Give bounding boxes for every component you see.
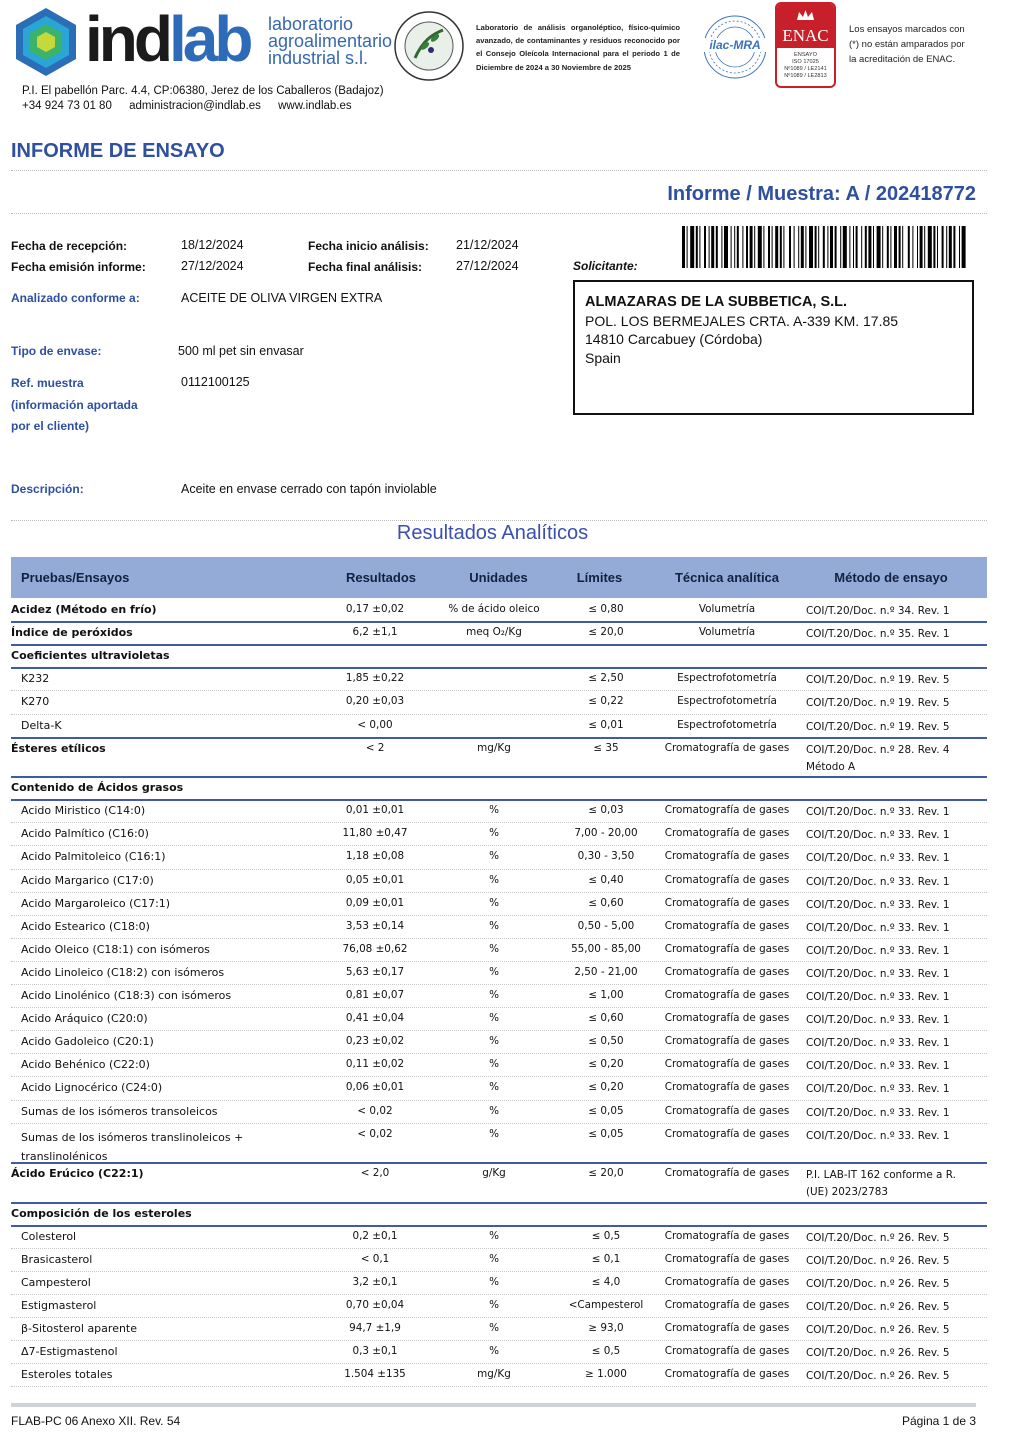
envase-value: 500 ml pet sin envasar [178,344,304,358]
fecha-emision-label: Fecha emisión informe: [11,260,146,274]
enac-small-line: ENSAYO [794,52,817,58]
enac-logo-icon [775,2,836,88]
cell-met: COI/T.20/Doc. n.º 26. Rev. 5 [806,1231,950,1244]
cell-lim: ≤ 0,1 [591,1252,621,1265]
cell-tec: Volumetría [698,626,756,639]
cell-lim: 0,50 - 5,00 [577,919,635,932]
cell-met: COI/T.20/Doc. n.º 33. Rev. 1 [806,1106,950,1119]
cell-tec: Espectrofotometría [677,695,777,708]
cell-lim: ≥ 1.000 [585,1368,627,1381]
cell-unit: % [489,1299,499,1311]
cell-res: 0,11 ±0,02 [345,1058,405,1071]
envase-label: Tipo de envase: [11,344,102,358]
fecha-inicio-label: Fecha inicio análisis: [308,239,429,253]
cell-lim: ≤ 4,0 [591,1275,621,1288]
cell-met: COI/T.20/Doc. n.º 33. Rev. 1 [806,991,950,1003]
cell-met: COI/T.20/Doc. n.º 34. Rev. 1 [806,605,950,617]
cell-name: Colesterol [21,1229,77,1243]
cell-met: COI/T.20/Doc. n.º 33. Rev. 1 [806,898,950,911]
cell-met: COI/T.20/Doc. n.º 33. Rev. 1 [806,829,950,842]
cell-name: Composición de los esteroles [11,1206,192,1220]
cell-lim: ≤ 0,60 [588,1012,624,1025]
enac-note: Los ensayos marcados con (*) no están amparados por la acreditación de ENAC. [849,24,965,65]
cell-met: COI/T.20/Doc. n.º 33. Rev. 1 [806,1083,950,1096]
cell-met: COI/T.20/Doc. n.º 19. Rev. 5 [806,720,950,733]
company-contact [22,100,352,112]
cell-res: 94,7 ±1,9 [349,1322,401,1335]
cell-res: 1.504 ±135 [344,1368,406,1381]
cell-tec: Cromatografía de gases [664,873,790,886]
cell-name: Acido Palmítico (C16:0) [21,827,149,841]
cell-lim: ≤ 0,50 [588,1035,624,1048]
cell-lim: ≤ 0,03 [588,804,624,817]
row-separator [11,1386,987,1387]
cell-res: 3,2 ±0,1 [352,1275,398,1288]
cell-unit: % [489,965,499,978]
row-separator [11,1248,987,1249]
cell-name: Acido Estearico (C18:0) [21,919,150,933]
cell-tec: Espectrofotometría [677,718,777,731]
enac-label: ENAC [782,26,829,45]
cell-tec: Cromatografía de gases [664,1127,790,1140]
row-separator [11,1076,987,1077]
divider [11,170,987,171]
descripcion-value: Aceite en envase cerrado con tapón inviolable [181,482,437,496]
row-separator [11,737,987,739]
cell-name: Acido Linoleico (C18:2) con isómeros [21,965,225,979]
cell-res: < 2,0 [360,1167,390,1180]
brand-lab: lab [168,3,250,75]
cell-tec: Cromatografía de gases [664,1058,790,1071]
brand-ind: ind [85,3,169,75]
cell-unit: % [489,1322,499,1335]
row-separator [11,1363,987,1364]
cell-tec: Cromatografía de gases [664,1081,790,1094]
cell-tec: Cromatografía de gases [664,1035,790,1048]
brand-sub-line: agroalimentario [268,31,393,51]
cell-lim: ≤ 0,20 [588,1058,624,1071]
cell-unit: % [489,942,499,955]
cell-res: 0,41 ±0,04 [345,1012,405,1025]
cell-lim: ≤ 0,5 [591,1345,621,1358]
cell-res: 0,2 ±0,1 [352,1229,398,1242]
cell-name: Acidez (Método en frío) [11,603,157,616]
cell-lim: ≤ 0,40 [588,873,624,886]
cell-unit: % [489,1058,499,1071]
cell-res: < 0,02 [357,1104,393,1117]
cell-tec: Cromatografía de gases [664,965,790,978]
brand-sub-line: laboratorio [268,14,354,34]
cell-name: Delta-K [21,718,62,732]
cell-name: Ácido Erúcico (C22:1) [11,1167,144,1181]
row-separator [11,984,987,985]
cell-res: < 0,00 [357,718,393,731]
web-link[interactable]: www.indlab.es [278,100,352,112]
cell-lim: 7,00 - 20,00 [574,827,638,840]
col-header-unidades: Unidades [469,570,528,585]
cell-res: 0,23 ±0,02 [345,1035,405,1048]
row-separator [11,1162,987,1164]
cell-res: 6,2 ±1,1 [352,626,398,639]
cell-unit: % [489,1275,499,1288]
row-separator [11,1202,987,1204]
enac-small-line: Nº1089 / LE2141 [784,66,827,72]
cell-tec: Volumetría [698,603,756,615]
cell-lim: 2,50 - 21,00 [574,965,638,978]
cell-name: Acido Behénico (C22:0) [21,1058,150,1072]
company-address: P.I. El pabellón Parc. 4.4, CP:06380, Jerez de los Caballeros (Badajoz) [22,85,384,97]
cell-met: COI/T.20/Doc. n.º 33. Rev. 1 [806,967,950,980]
cell-lim: ≤ 0,80 [588,603,624,615]
phone: +34 924 73 01 80 [22,100,112,112]
cell-res: < 0,02 [357,1127,393,1140]
cell-unit: % [489,989,499,1001]
cell-unit: % [489,1127,499,1140]
cell-met: COI/T.20/Doc. n.º 26. Rev. 5 [806,1254,950,1267]
row-separator [11,845,987,846]
row-separator [11,667,987,669]
cell-res: < 0,1 [360,1252,390,1265]
row-separator [11,1007,987,1008]
barcode-icon [682,226,970,268]
cell-name: Ésteres etílicos [11,741,106,755]
cell-res: 0,09 ±0,01 [345,896,405,909]
cell-unit: meq O₂/Kg [466,626,522,639]
cell-tec: Cromatografía de gases [664,1275,790,1288]
cell-res: 0,70 ±0,04 [345,1299,405,1311]
lab-recognition-text: Laboratorio de análisis organoléptico, físico-químico avanzado, de contaminantes y residuos reconocido por el Consejo Oleícola Internacional para el periodo 1 de Diciembre de 2024 a 30 Noviembre de 2025 [476,23,680,72]
cell-met: COI/T.20/Doc. n.º 19. Rev. 5 [806,674,950,687]
col-header-limites: Límites [576,570,623,585]
row-separator [11,714,987,715]
ref-muestra-label [11,373,138,438]
cell-met: COI/T.20/Doc. n.º 33. Rev. 1 [806,806,950,819]
cell-name: Acido Palmitoleico (C16:1) [21,850,166,864]
cell-unit: % [489,873,499,886]
row-separator [11,961,987,962]
cell-res: 1,85 ±0,22 [345,672,405,685]
cell-met: COI/T.20/Doc. n.º 26. Rev. 5 [806,1370,950,1383]
fecha-inicio-value: 21/12/2024 [456,238,519,252]
cell-met: COI/T.20/Doc. n.º 26. Rev. 5 [806,1301,950,1313]
row-separator [11,776,987,778]
descripcion-label: Descripción: [11,482,84,496]
row-separator [11,1271,987,1272]
cell-name: Sumas de los isómeros translinoleicos + translinolénicos [21,1130,244,1163]
cell-tec: Cromatografía de gases [664,1299,790,1311]
page-title: INFORME DE ENSAYO [11,140,225,162]
col-header-metodo: Método de ensayo [834,570,948,585]
cell-met: COI/T.20/Doc. n.º 19. Rev. 5 [806,697,950,710]
row-separator [11,1294,987,1295]
brand-wordmark [85,4,249,74]
client-address-line: Spain [585,349,621,366]
cell-met: P.I. LAB-IT 162 conforme a R. (UE) 2023/2783 [806,1169,956,1199]
client-address-box [573,280,974,415]
cell-met: COI/T.20/Doc. n.º 26. Rev. 5 [806,1277,950,1290]
report-id: Informe / Muestra: A / 202418772 [667,183,976,205]
email-link[interactable]: administracion@indlab.es [129,100,261,112]
cell-tec: Cromatografía de gases [664,1104,790,1117]
cell-met: COI/T.20/Doc. n.º 33. Rev. 1 [806,1014,950,1027]
divider [11,213,987,214]
cell-lim: ≤ 0,05 [588,1104,624,1117]
cell-tec: Cromatografía de gases [664,896,790,909]
cell-name: Δ7-Estigmastenol [21,1345,118,1359]
cell-tec: Cromatografía de gases [664,827,790,840]
cell-name: K270 [21,695,50,709]
cell-name: β-Sitosterol aparente [21,1322,138,1336]
row-separator [11,690,987,691]
cell-name: Acido Aráquico (C20:0) [21,1012,148,1026]
cell-tec: Cromatografía de gases [664,1368,790,1381]
row-separator [11,1340,987,1341]
ilac-mra-logo-icon [702,14,768,80]
cell-lim: <Campesterol [568,1299,644,1311]
cell-unit: g/Kg [482,1167,506,1180]
cell-lim: ≤ 0,20 [588,1081,624,1094]
footer-form-code: FLAB-PC 06 Anexo XII. Rev. 54 [11,1414,181,1428]
ref-label-line: Ref. muestra [11,376,84,390]
cell-res: 0,01 ±0,01 [345,804,405,817]
row-separator [11,1030,987,1031]
cell-unit: % [489,896,499,909]
cell-res: 0,20 ±0,03 [345,695,405,708]
col-header-pruebas: Pruebas/Ensayos [21,570,130,585]
client-address-line: POL. LOS BERMEJALES CRTA. A-339 KM. 17.85 [585,312,899,329]
cell-res: 11,80 ±0,47 [342,827,408,840]
cell-name: Acido Oleico (C18:1) con isómeros [21,942,210,956]
cell-lim: ≤ 0,05 [588,1127,624,1140]
cell-res: 0,05 ±0,01 [345,873,405,886]
row-separator [11,892,987,893]
cell-name: Acido Margarico (C17:0) [21,873,154,887]
cell-tec: Cromatografía de gases [664,1167,790,1180]
analizado-value: ACEITE DE OLIVA VIRGEN EXTRA [181,291,383,305]
cell-unit: % [489,850,499,863]
fecha-recepcion-value: 18/12/2024 [181,238,244,252]
cell-unit: % [489,1229,499,1242]
results-title: Resultados Analíticos [396,522,589,544]
cell-unit: % [489,1345,499,1358]
cell-lim: ≤ 0,01 [588,718,624,731]
fecha-final-label: Fecha final análisis: [308,260,423,274]
cell-name: Estigmasterol [21,1299,97,1312]
cell-unit: % [489,1012,499,1025]
cell-met: COI/T.20/Doc. n.º 33. Rev. 1 [806,944,950,957]
cell-name: Coeficientes ultravioletas [11,649,170,663]
cell-unit: % [489,1081,499,1094]
cell-unit: % [489,1104,499,1117]
cell-met: COI/T.20/Doc. n.º 28. Rev. 4 Método A [806,743,950,773]
cell-name: Contenido de Ácidos grasos [11,781,184,795]
divider [11,520,987,521]
cell-res: 0,81 ±0,07 [345,989,405,1001]
cell-unit: mg/Kg [477,741,511,754]
cell-name: Acido Miristico (C14:0) [21,804,146,818]
ref-muestra-value: 0112100125 [181,375,250,389]
cell-name: Acido Linolénico (C18:3) con isómeros [21,989,232,1002]
row-separator [11,822,987,823]
solicitante-label: Solicitante: [573,259,638,273]
cell-met: COI/T.20/Doc. n.º 33. Rev. 1 [806,921,950,934]
cell-unit: % de ácido oleico [448,603,540,615]
cell-name: Sumas de los isómeros transoleicos [21,1104,218,1118]
row-separator [11,1100,987,1101]
cell-unit: mg/Kg [477,1368,511,1381]
cell-tec: Cromatografía de gases [664,1012,790,1025]
client-address-line: 14810 Carcabuey (Córdoba) [585,331,763,347]
cell-lim: ≤ 35 [593,741,619,754]
enac-small-line: ISO 17025 [792,59,819,65]
col-header-tecnica: Técnica analítica [674,570,780,585]
cell-unit: % [489,827,499,840]
enac-small-line: Nº1089 / LE2813 [784,73,827,79]
cell-met: COI/T.20/Doc. n.º 33. Rev. 1 [806,1129,950,1142]
cell-res: < 2 [365,741,385,754]
client-name: ALMAZARAS DE LA SUBBETICA, S.L. [585,294,848,310]
row-separator [11,1317,987,1318]
coi-seal-icon [393,10,465,82]
row-separator [11,1225,987,1227]
cell-name: Campesterol [21,1275,91,1289]
cell-unit: % [489,1035,499,1048]
cell-tec: Cromatografía de gases [664,919,790,932]
cell-res: 5,63 ±0,17 [345,965,405,978]
fecha-emision-value: 27/12/2024 [181,259,244,273]
cell-res: 0,3 ±0,1 [352,1345,398,1358]
analizado-label: Analizado conforme a: [11,291,140,305]
cell-tec: Cromatografía de gases [664,1322,790,1335]
cell-lim: ≥ 93,0 [588,1322,624,1335]
cell-name: K232 [21,672,50,686]
cell-lim: ≤ 0,22 [588,695,624,708]
row-separator [11,799,987,801]
cell-lim: ≤ 1,00 [588,989,624,1001]
cell-lim: ≤ 0,60 [588,896,624,909]
cell-tec: Cromatografía de gases [664,850,790,863]
results-table-header [11,557,987,598]
cell-tec: Cromatografía de gases [664,989,790,1001]
cell-name: Acido Gadoleico (C20:1) [21,1035,154,1049]
footer-divider [11,1403,976,1407]
cell-name: Esteroles totales [21,1368,113,1382]
col-header-resultados: Resultados [345,570,417,585]
cell-lim: ≤ 2,50 [588,672,624,685]
ref-label-line: (información aportada [11,397,138,412]
cell-res: 0,17 ±0,02 [345,603,405,615]
ilac-text: ilac-MRA [702,38,768,52]
cell-name: Índice de peróxidos [11,626,133,640]
cell-name: Acido Margaroleico (C17:1) [21,896,171,910]
row-separator [11,915,987,916]
brand-subtitle [268,16,392,67]
cell-met: COI/T.20/Doc. n.º 33. Rev. 1 [806,1060,950,1073]
indlab-logo-icon [10,6,82,78]
cell-res: 0,06 ±0,01 [345,1081,405,1094]
row-separator [11,938,987,939]
cell-tec: Espectrofotometría [677,672,777,685]
cell-tec: Cromatografía de gases [664,1252,790,1265]
cell-unit: % [489,919,499,932]
footer-page-number: Página 1 de 3 [901,1414,976,1428]
row-separator [11,644,987,646]
cell-tec: Cromatografía de gases [664,1345,790,1358]
brand-sub-line: industrial s.l. [268,48,369,68]
cell-res: 3,53 ±0,14 [345,919,405,932]
cell-name: Brasicasterol [21,1252,93,1266]
cell-tec: Cromatografía de gases [664,942,790,955]
cell-lim: 0,30 - 3,50 [577,850,635,863]
cell-tec: Cromatografía de gases [664,1229,790,1242]
cell-met: COI/T.20/Doc. n.º 33. Rev. 1 [806,1037,950,1050]
cell-tec: Cromatografía de gases [664,804,790,817]
cell-tec: Cromatografía de gases [664,741,790,754]
cell-lim: 55,00 - 85,00 [571,942,641,955]
cell-met: COI/T.20/Doc. n.º 33. Rev. 1 [806,852,950,865]
cell-met: COI/T.20/Doc. n.º 26. Rev. 5 [806,1347,950,1360]
row-separator [11,869,987,870]
row-separator [11,621,987,623]
cell-unit: % [489,804,499,817]
cell-unit: % [489,1252,499,1265]
cell-name: Acido Lignocérico (C24:0) [21,1081,163,1095]
cell-res: 76,08 ±0,62 [342,942,408,955]
cell-lim: ≤ 20,0 [588,626,624,639]
cell-met: COI/T.20/Doc. n.º 35. Rev. 1 [806,628,950,641]
cell-met: COI/T.20/Doc. n.º 33. Rev. 1 [806,875,950,888]
cell-res: 1,18 ±0,08 [345,850,405,863]
fecha-final-value: 27/12/2024 [456,259,519,273]
cell-lim: ≤ 0,5 [591,1229,621,1242]
cell-lim: ≤ 20,0 [588,1167,624,1180]
ref-label-line: por el cliente) [11,419,90,433]
row-separator [11,1053,987,1054]
row-separator [11,1123,987,1124]
cell-met: COI/T.20/Doc. n.º 26. Rev. 5 [806,1324,950,1337]
fecha-recepcion-label: Fecha de recepción: [11,239,128,253]
